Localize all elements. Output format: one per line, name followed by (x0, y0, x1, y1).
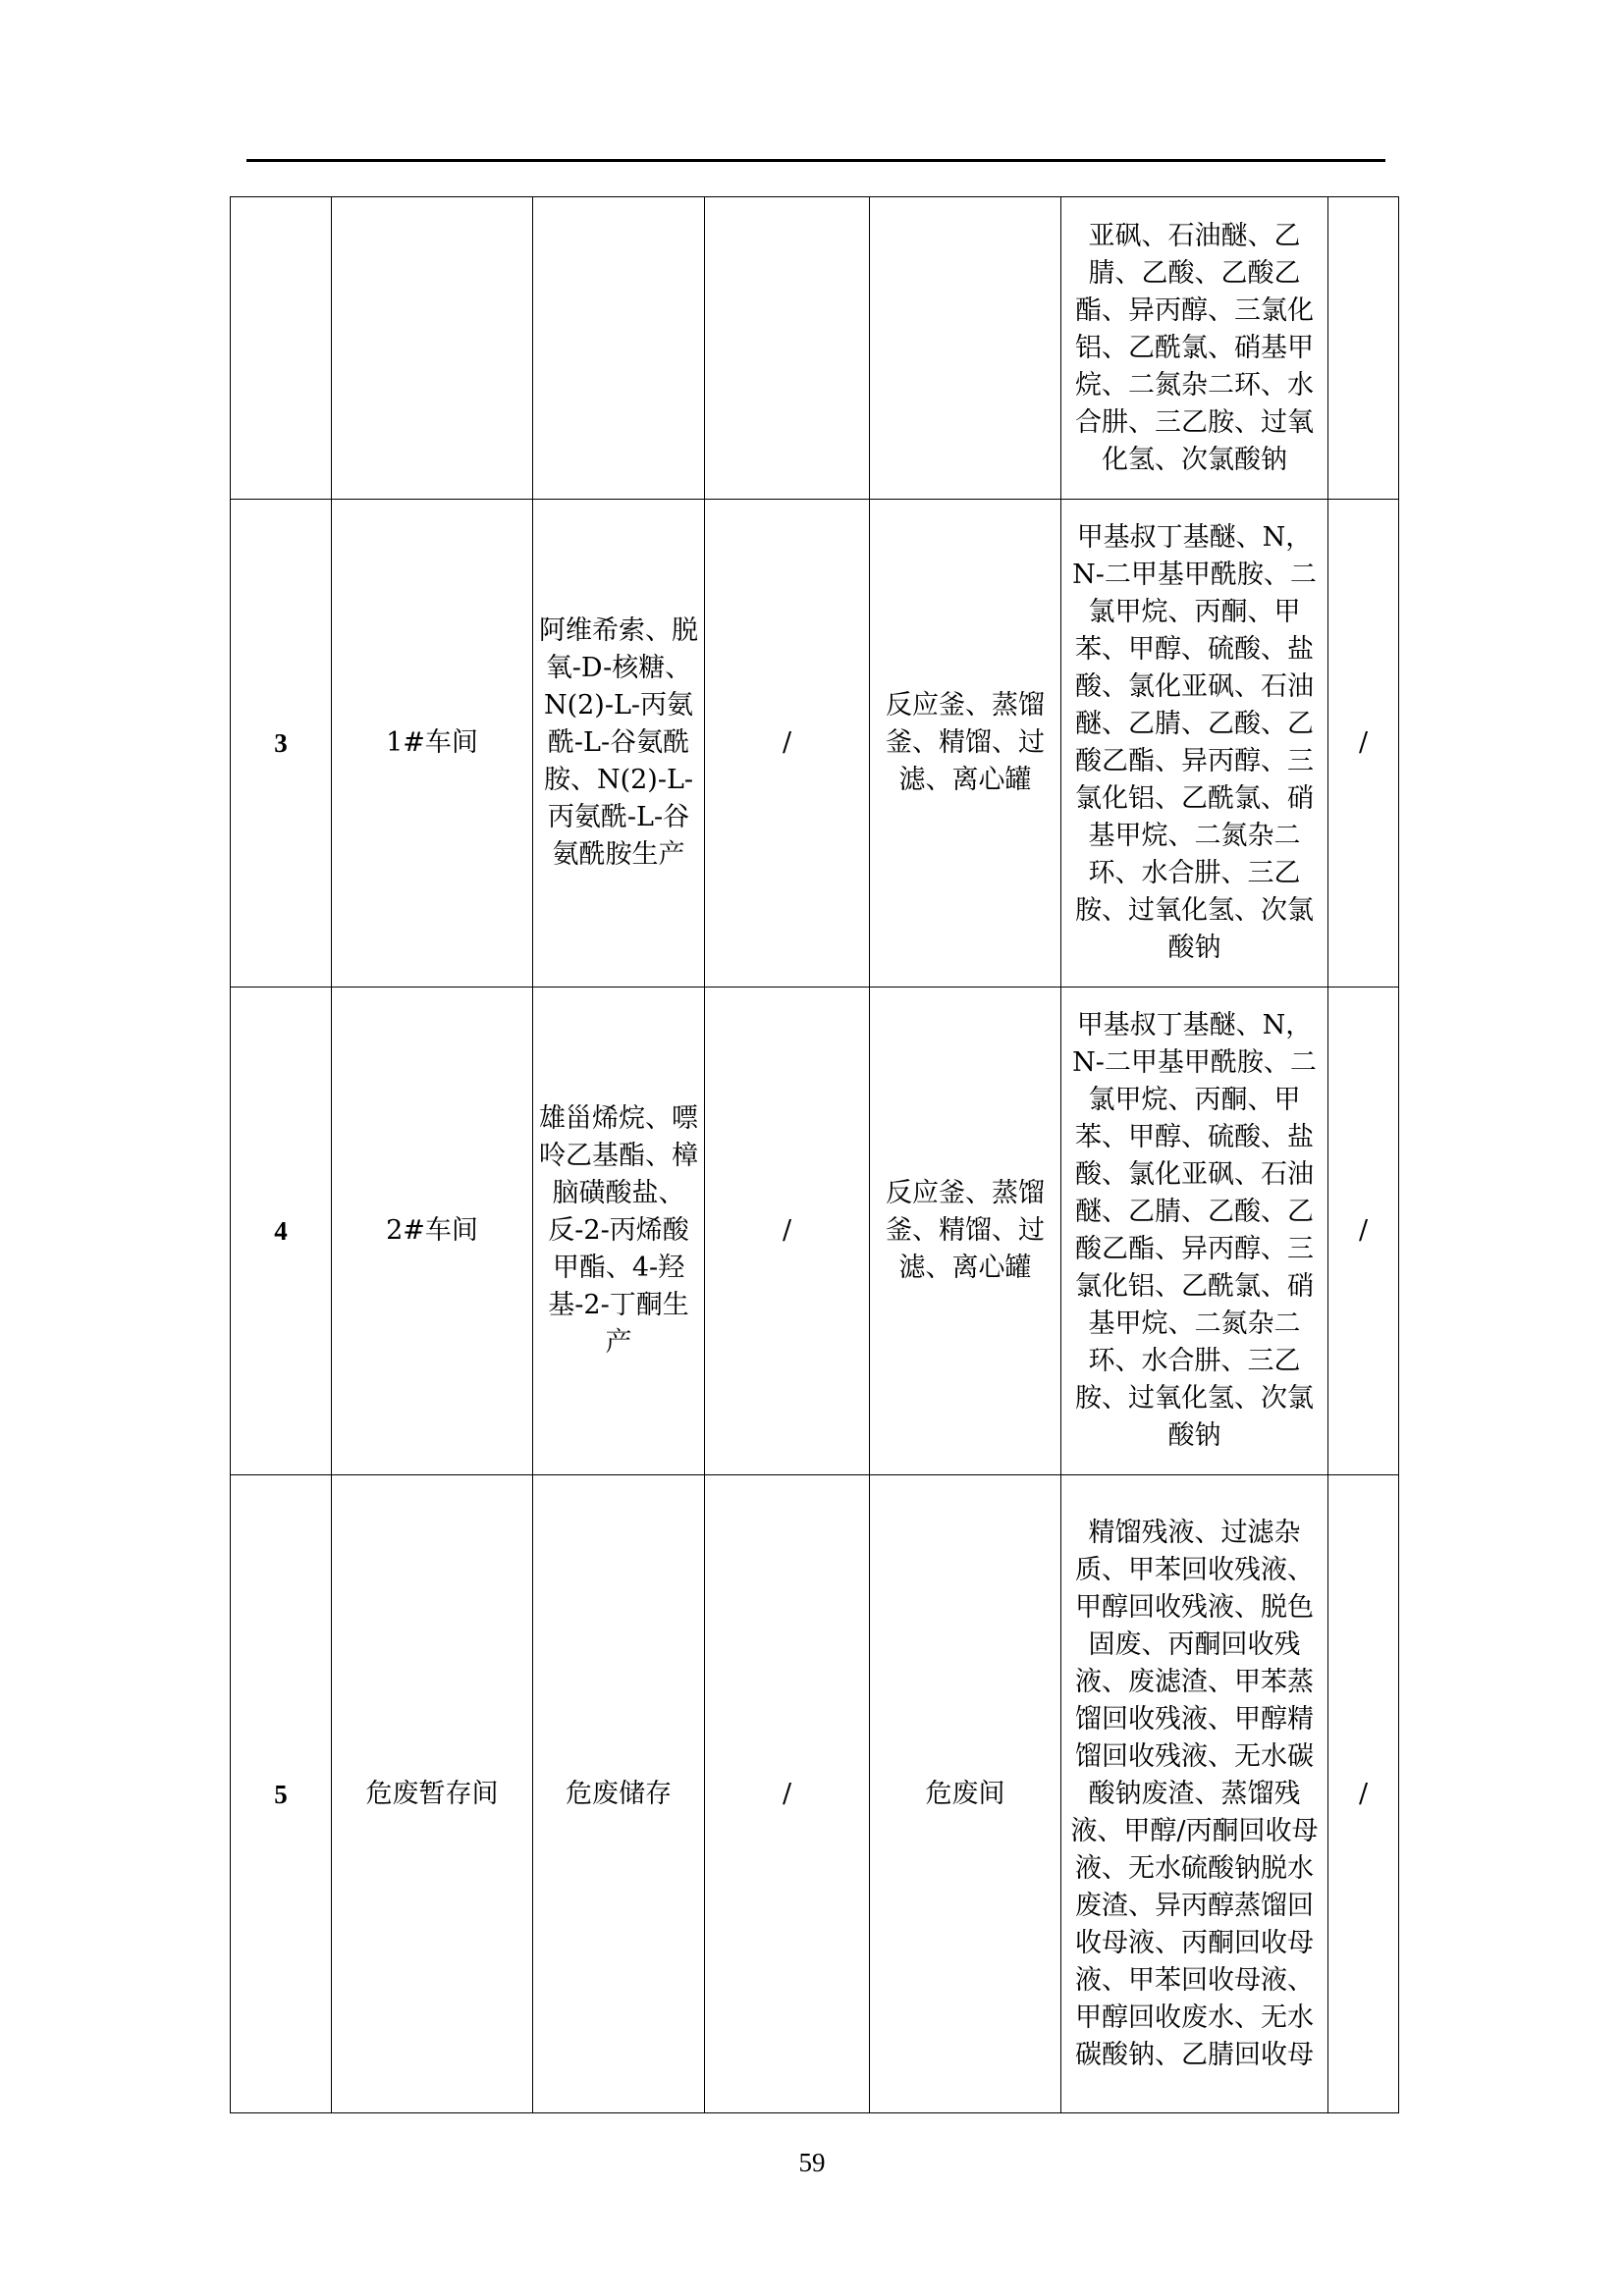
row-number: 5 (231, 1475, 332, 2113)
activity-cell: 雄甾烯烷、嘌呤乙基酯、樟脑磺酸盐、反-2-丙烯酸甲酯、4-羟基-2-丁酮生产 (533, 988, 705, 1475)
row-number: 4 (231, 988, 332, 1475)
activity-cell: 阿维希索、脱氧-D-核糖、N(2)-L-丙氨酰-L-谷氨酰胺、N(2)-L-丙氨酰-L-谷氨酰胺生产 (533, 500, 705, 988)
row-number (231, 197, 332, 500)
column-4-cell: / (705, 988, 870, 1475)
substances-cell: 亚砜、石油醚、乙腈、乙酸、乙酸乙酯、异丙醇、三氯化铝、乙酰氯、硝基甲烷、二氮杂二环、水合肼、三乙胺、过氧化氢、次氯酸钠 (1061, 197, 1328, 500)
equipment-cell (870, 197, 1061, 500)
column-4-cell: / (705, 1475, 870, 2113)
hazard-table (230, 196, 1399, 2113)
page-number: 59 (798, 2148, 826, 2177)
location-cell: 2#车间 (332, 988, 533, 1475)
substances-cell: 精馏残液、过滤杂质、甲苯回收残液、甲醇回收残液、脱色固废、丙酮回收残液、废滤渣、甲苯蒸馏回收残液、甲醇精馏回收残液、无水碳酸钠废渣、蒸馏残液、甲醇/丙酮回收母液、无水硫酸钠脱水废渣、异丙醇蒸馏回收母液、丙酮回收母液、甲苯回收母液、甲醇回收废水、无水碳酸钠、乙腈回收母 (1061, 1475, 1328, 2113)
table-row (231, 500, 1399, 988)
column-7-cell: / (1328, 500, 1399, 988)
row-number: 3 (231, 500, 332, 988)
column-4-cell: / (705, 500, 870, 988)
column-7-cell: / (1328, 1475, 1399, 2113)
header-rule (246, 159, 1385, 162)
location-cell: 1#车间 (332, 500, 533, 988)
equipment-cell: 危废间 (870, 1475, 1061, 2113)
equipment-cell: 反应釜、蒸馏釜、精馏、过滤、离心罐 (870, 500, 1061, 988)
equipment-cell: 反应釜、蒸馏釜、精馏、过滤、离心罐 (870, 988, 1061, 1475)
table-row (231, 197, 1399, 500)
table-row (231, 1475, 1399, 2113)
substances-cell: 甲基叔丁基醚、N，N-二甲基甲酰胺、二氯甲烷、丙酮、甲苯、甲醇、硫酸、盐酸、氯化亚砜、石油醚、乙腈、乙酸、乙酸乙酯、异丙醇、三氯化铝、乙酰氯、硝基甲烷、二氮杂二环、水合肼、三乙胺、过氧化氢、次氯酸钠 (1061, 500, 1328, 988)
activity-cell: 危废储存 (533, 1475, 705, 2113)
activity-cell (533, 197, 705, 500)
column-4-cell (705, 197, 870, 500)
table-row (231, 988, 1399, 1475)
location-cell: 危废暂存间 (332, 1475, 533, 2113)
substances-cell: 甲基叔丁基醚、N，N-二甲基甲酰胺、二氯甲烷、丙酮、甲苯、甲醇、硫酸、盐酸、氯化亚砜、石油醚、乙腈、乙酸、乙酸乙酯、异丙醇、三氯化铝、乙酰氯、硝基甲烷、二氮杂二环、水合肼、三乙胺、过氧化氢、次氯酸钠 (1061, 988, 1328, 1475)
location-cell (332, 197, 533, 500)
column-7-cell (1328, 197, 1399, 500)
column-7-cell: / (1328, 988, 1399, 1475)
